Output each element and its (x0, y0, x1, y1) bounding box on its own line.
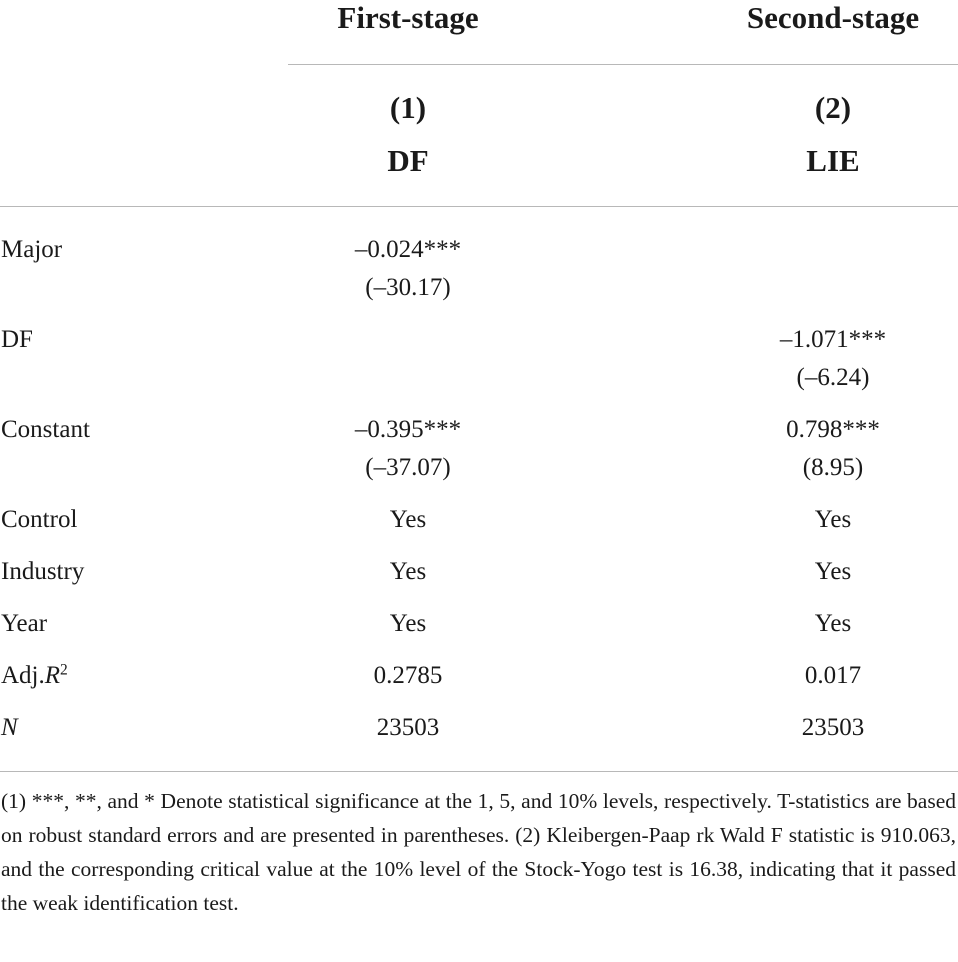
control-col1: Yes (389, 506, 427, 533)
major-coef-col1: –0.024*** (354, 236, 462, 263)
year-col1: Yes (389, 610, 427, 637)
row-label-constant: Constant (1, 416, 90, 443)
column-variable-1: DF (387, 143, 429, 178)
constant-coef-col2: 0.798*** (786, 416, 880, 443)
year-col2: Yes (814, 610, 852, 637)
constant-coef-col1: –0.395*** (354, 416, 462, 443)
header-divider (288, 64, 958, 65)
row-label-industry: Industry (1, 558, 85, 585)
major-tstat-col1: (–30.17) (365, 274, 451, 301)
adj-r2-superscript: 2 (60, 661, 68, 679)
constant-tstat-col2: (8.95) (802, 454, 864, 481)
table-footnote: (1) ***, **, and * Denote statistical significance at the 1, 5, and 10% levels, respectively. T-statistics are based on robust standard errors and are presented in parentheses. (2) Kleibergen-Paap rk Wald F statistic is 910.063, and the corresponding critical value at the 10% level of the Stock-Yogo test is 16.38, indicating that it passed the weak identification test. (1, 789, 956, 915)
header-bottom-rule (0, 206, 958, 207)
adj-r2-variable: R (44, 662, 61, 689)
row-label-n: N (1, 714, 18, 741)
row-label-year: Year (1, 610, 48, 637)
row-label-major: Major (1, 236, 63, 263)
column-number-1: (1) (389, 90, 427, 125)
column-variable-2: LIE (806, 143, 860, 178)
group-header-second-stage: Second-stage (746, 0, 920, 35)
control-col2: Yes (814, 506, 852, 533)
table-bottom-rule (0, 771, 958, 772)
adj-r2-col2: 0.017 (804, 662, 862, 689)
df-coef-col2: –1.071*** (779, 326, 887, 353)
adj-r2-prefix: Adj. (1, 662, 45, 689)
industry-col1: Yes (389, 558, 427, 585)
row-label-adj-r2 (1, 662, 68, 690)
n-col1: 23503 (376, 714, 440, 741)
adj-r2-col1: 0.2785 (373, 662, 443, 689)
industry-col2: Yes (814, 558, 852, 585)
group-header-first-stage: First-stage (337, 0, 479, 35)
constant-tstat-col1: (–37.07) (365, 454, 451, 481)
df-tstat-col2: (–6.24) (796, 364, 870, 391)
row-label-control: Control (1, 506, 78, 533)
column-number-2: (2) (814, 90, 852, 125)
row-label-df: DF (1, 326, 33, 353)
n-col2: 23503 (801, 714, 865, 741)
